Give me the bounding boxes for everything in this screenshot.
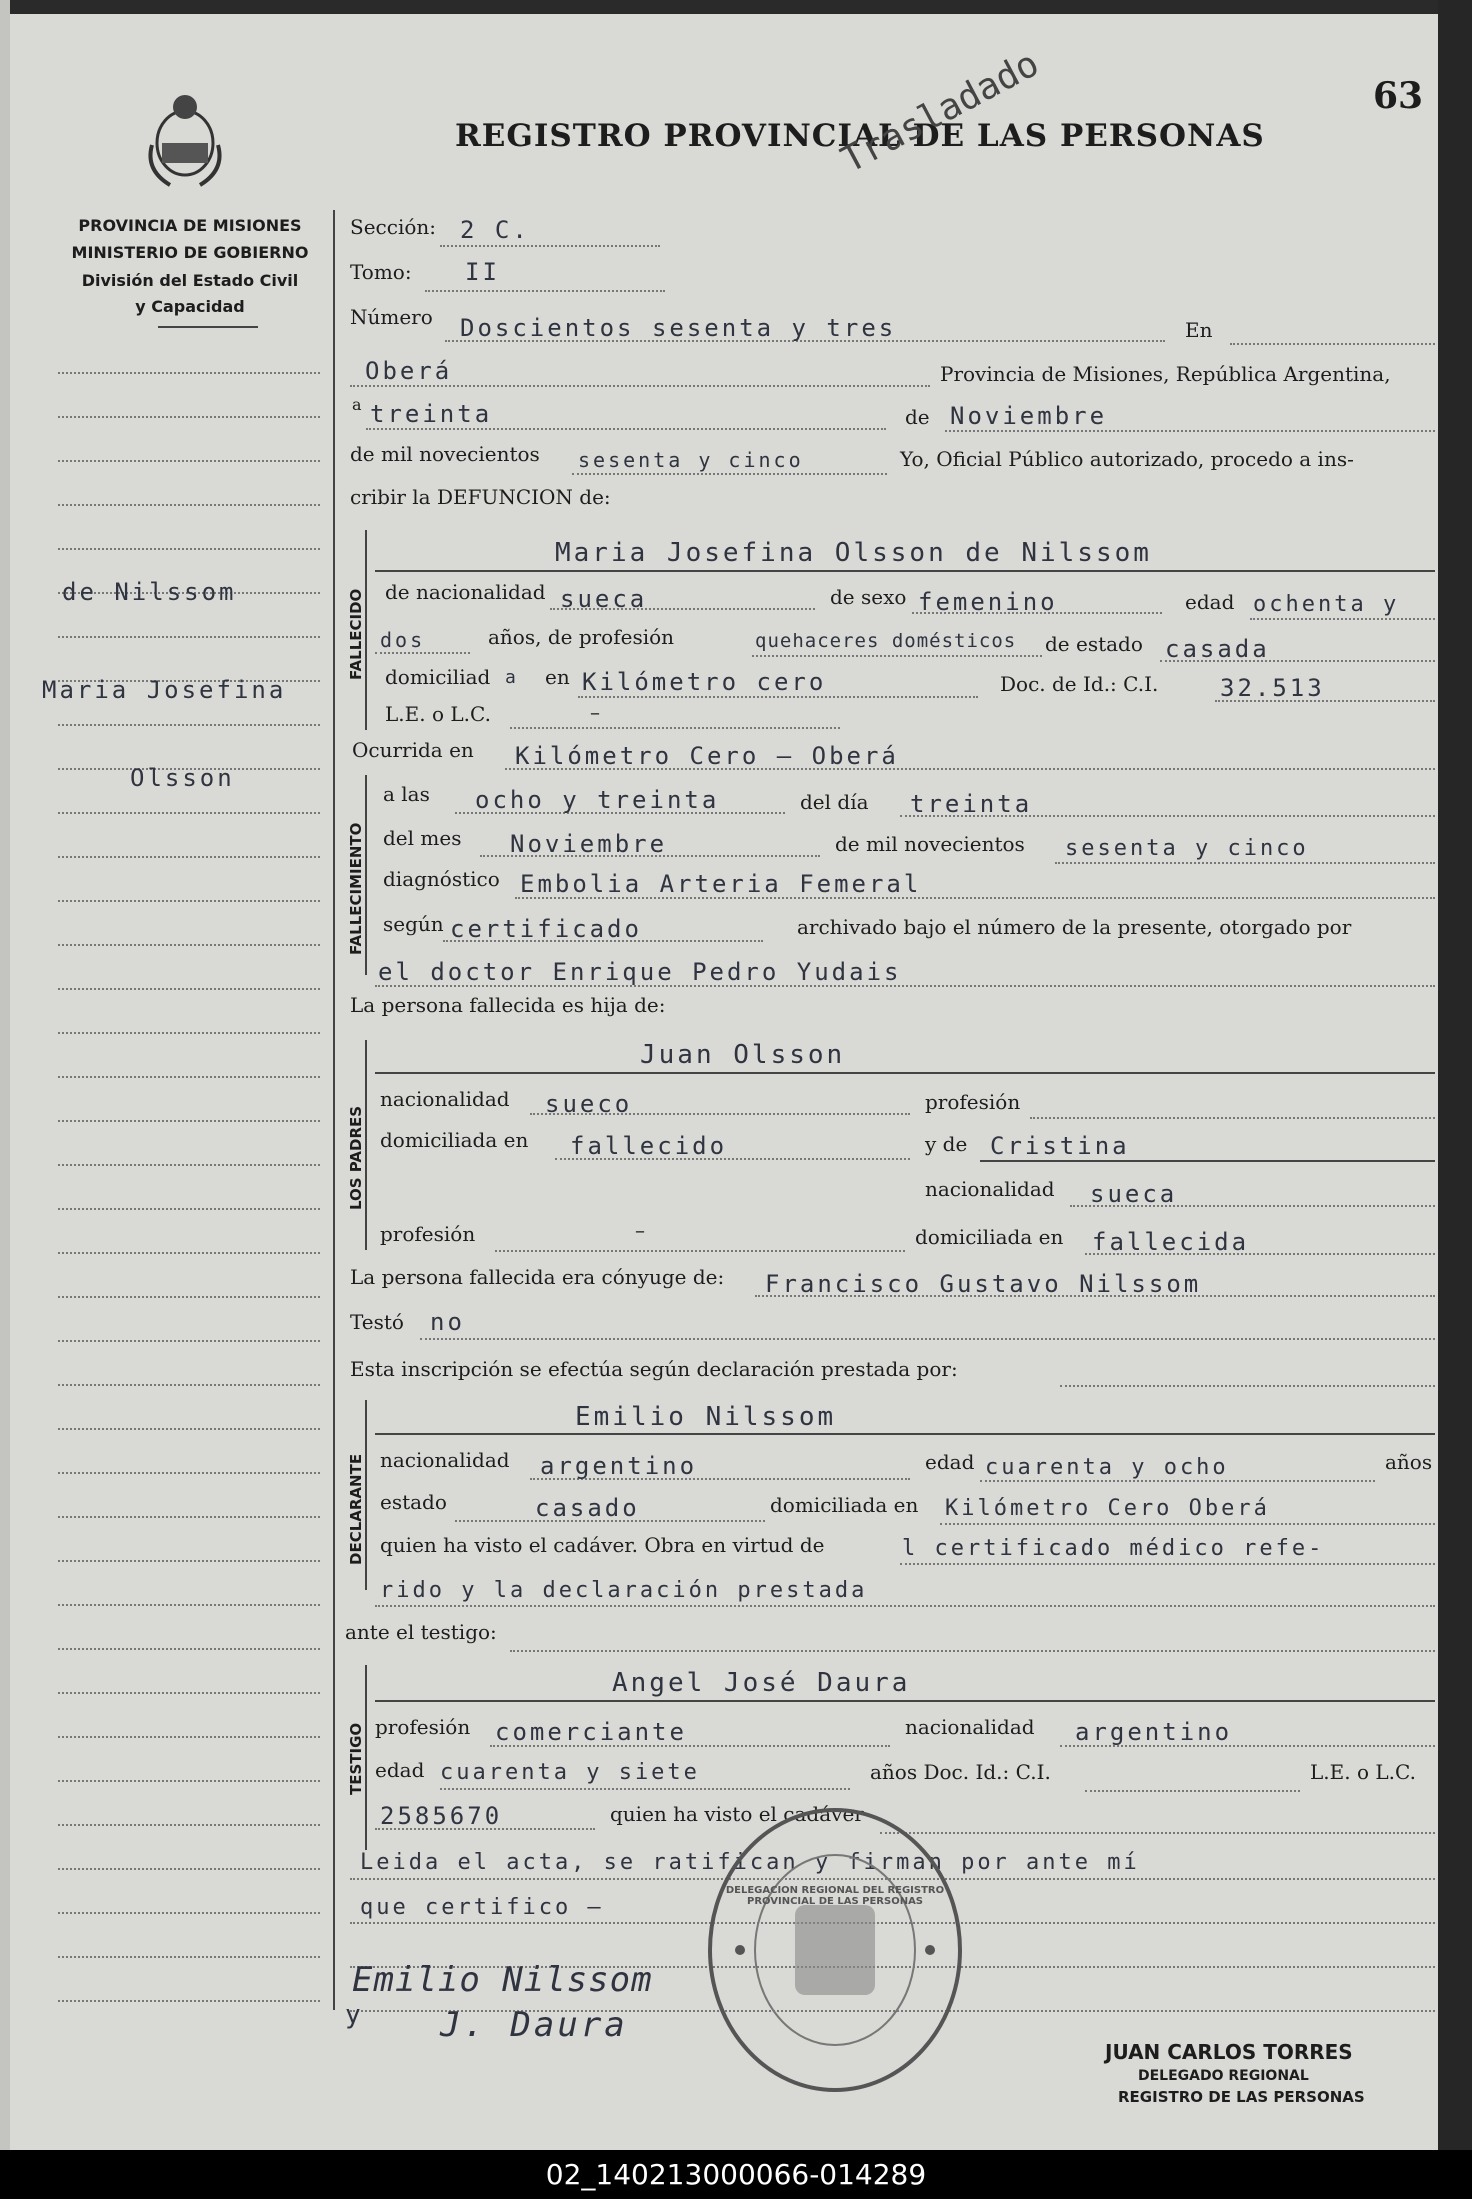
fallecido-domicilio-label: domiciliad xyxy=(385,665,491,689)
left-margin-rule xyxy=(58,1340,320,1342)
fallecido-sexo: femenino xyxy=(918,588,1058,616)
left-margin-rule xyxy=(58,372,320,374)
left-margin-rule xyxy=(58,724,320,726)
firma-declarante: Emilio Nilssom xyxy=(352,1960,653,2000)
en-rule xyxy=(1230,343,1435,345)
anio-fall-rule xyxy=(1055,862,1435,864)
declarante-nombre: Emilio Nilssom xyxy=(575,1402,837,1432)
inscribir-text: cribir la DEFUNCION de: xyxy=(350,485,611,509)
left-header-division: División del Estado Civil xyxy=(81,271,299,290)
fallecido-edad2-rule xyxy=(375,652,470,654)
numero-en: En xyxy=(1185,318,1213,342)
header-underline xyxy=(158,326,258,328)
scan-right-edge xyxy=(1438,0,1472,2150)
padre-nac: sueco xyxy=(545,1090,633,1118)
fallecido-profesion-label: años, de profesión xyxy=(488,625,675,649)
margin-note-line1: de Nilssom xyxy=(62,578,237,606)
declarante-estado: casado xyxy=(535,1494,640,1522)
testigo-doc: 2585670 xyxy=(380,1802,503,1830)
padre-nac-label: nacionalidad xyxy=(380,1087,510,1111)
fallecido-estado-label: de estado xyxy=(1045,632,1143,656)
fallecido-profesion: quehaceres domésticos xyxy=(755,630,1017,652)
lugar-rule xyxy=(350,385,930,387)
left-margin-rule xyxy=(58,1516,320,1518)
archivado-text: archivado bajo el número de la presente, otorgado por xyxy=(797,915,1352,939)
declaracion-rule xyxy=(1060,1385,1435,1387)
testigo-side-label: TESTIGO xyxy=(347,1722,365,1795)
declarante-side-label: DECLARANTE xyxy=(347,1453,365,1565)
hora-label: a las xyxy=(383,782,430,806)
seccion-rule xyxy=(440,245,660,247)
fecha-de: de xyxy=(905,405,930,429)
page-number: 63 xyxy=(1373,75,1424,117)
left-margin-rule xyxy=(58,548,320,550)
left-margin-rule xyxy=(58,2000,320,2002)
left-margin-rule xyxy=(58,1384,320,1386)
left-margin-rule xyxy=(58,1604,320,1606)
madre-nac-label: nacionalidad xyxy=(925,1177,1055,1201)
testigo-nac: argentino xyxy=(1075,1718,1233,1746)
fallecido-domicilio-a: a xyxy=(505,667,519,688)
padre-prof-rule xyxy=(1030,1117,1435,1119)
testigo-nac-label: nacionalidad xyxy=(905,1715,1035,1739)
left-margin-rule xyxy=(58,856,320,858)
testigo-visto: quien ha visto el cadáver xyxy=(610,1802,864,1826)
madre-prof-rule xyxy=(495,1250,905,1252)
official-name: JUAN CARLOS TORRES xyxy=(1105,2040,1353,2064)
diagonal-stamp: Trasladado xyxy=(835,43,1046,182)
left-margin-rule xyxy=(58,944,320,946)
diagnostico-value: Embolia Arteria Femeral xyxy=(520,870,922,898)
left-header-ministry: MINISTERIO DE GOBIERNO xyxy=(71,243,309,262)
fallecido-doc: 32.513 xyxy=(1220,674,1325,702)
fallecido-profesion-rule xyxy=(752,655,1042,657)
ocurrida-label: Ocurrida en xyxy=(352,738,474,762)
fallecido-edad: ochenta y xyxy=(1253,592,1400,617)
padre-rule xyxy=(375,1072,1435,1074)
anio-label: de mil novecientos xyxy=(350,442,540,466)
left-header-province: PROVINCIA DE MISIONES xyxy=(78,216,302,235)
madre-nac: sueca xyxy=(1090,1180,1178,1208)
declarante-estado-label: estado xyxy=(380,1490,447,1514)
official-office: REGISTRO DE LAS PERSONAS xyxy=(1118,2088,1365,2106)
anio-value: sesenta y cinco xyxy=(578,448,804,472)
left-margin-rule xyxy=(58,1164,320,1166)
madre-dom-label: domiciliada en xyxy=(915,1225,1064,1249)
seccion-label: Sección: xyxy=(350,215,436,239)
left-margin-rule xyxy=(58,1956,320,1958)
declarante-obra2-rule xyxy=(375,1605,1435,1607)
padre-dom-label: domiciliada en xyxy=(380,1128,529,1152)
left-margin-rule xyxy=(58,900,320,902)
madre-dom: fallecida xyxy=(1092,1228,1250,1256)
hora-value: ocho y treinta xyxy=(475,786,720,814)
official-role: DELEGADO REGIONAL xyxy=(1138,2068,1309,2084)
left-margin-rule xyxy=(58,1692,320,1694)
left-margin-rule xyxy=(58,460,320,462)
left-margin-rule xyxy=(58,1076,320,1078)
fallecido-nac-label: de nacionalidad xyxy=(385,580,546,604)
testo-value: no xyxy=(430,1308,465,1336)
firma-testigo: J. Daura xyxy=(440,2005,628,2045)
left-margin-rule xyxy=(58,812,320,814)
fallecido-doc-label: Doc. de Id.: C.I. xyxy=(1000,672,1159,696)
testigo-ci-rule xyxy=(1085,1790,1300,1792)
left-margin-rule xyxy=(58,1648,320,1650)
madre-rule xyxy=(980,1160,1435,1162)
left-header-capacity: y Capacidad xyxy=(135,297,245,316)
left-margin-rule xyxy=(58,1120,320,1122)
testigo-edad: cuarenta y siete xyxy=(440,1760,700,1785)
declarante-nac-label: nacionalidad xyxy=(380,1448,510,1472)
seccion-value: 2 C. xyxy=(460,216,530,244)
seal-text: DELEGACION REGIONAL DEL REGISTRO PROVINCIAL DE LAS PERSONAS xyxy=(725,1885,945,1907)
madre-yde: y de xyxy=(925,1132,968,1156)
madre-prof-label: profesión xyxy=(380,1222,476,1246)
padres-side-label: LOS PADRES xyxy=(347,1105,365,1210)
dia-label: del día xyxy=(800,790,869,814)
segun-label: según xyxy=(383,912,444,936)
left-margin-rule xyxy=(58,1780,320,1782)
declarante-bracket xyxy=(365,1400,367,1590)
declarante-anios: años xyxy=(1385,1450,1433,1474)
declarante-dom: Kilómetro Cero Oberá xyxy=(945,1496,1270,1521)
fallecido-bracket xyxy=(365,530,367,730)
tomo-rule xyxy=(425,290,665,292)
declarante-visto: quien ha visto el cadáver. Obra en virtud de xyxy=(380,1533,825,1557)
leida-line1: Leida el acta, se ratifican y firman por ante mí xyxy=(360,1850,1140,1875)
declarante-edad-rule xyxy=(980,1480,1375,1482)
testigo-edad-label: edad xyxy=(375,1758,425,1782)
left-margin-rule xyxy=(58,1428,320,1430)
lugar-suffix: Provincia de Misiones, República Argentina, xyxy=(940,362,1391,386)
declarante-nac: argentino xyxy=(540,1452,698,1480)
fecha-dia-rule xyxy=(366,428,886,430)
left-margin-rule xyxy=(58,1560,320,1562)
left-margin-rule xyxy=(58,636,320,638)
official-seal-icon xyxy=(700,1800,970,2100)
firma-y: y xyxy=(345,2000,364,2030)
testo-label: Testó xyxy=(350,1310,404,1334)
padre-dom: fallecido xyxy=(570,1132,728,1160)
scan-footer-id: 02_140213000066-014289 xyxy=(0,2150,1472,2199)
anio-rule xyxy=(572,473,887,475)
fecha-mes-rule xyxy=(945,430,1435,432)
tomo-label: Tomo: xyxy=(350,260,412,284)
fallecido-le-rule xyxy=(510,727,840,729)
conyuge-label: La persona fallecida era cónyuge de: xyxy=(350,1265,725,1289)
fecha-dia: treinta xyxy=(370,400,493,428)
fallecido-le: – xyxy=(590,700,600,724)
left-margin-rule xyxy=(58,1912,320,1914)
left-margin-rule xyxy=(58,1032,320,1034)
page-title: REGISTRO PROVINCIAL DE LAS PERSONAS xyxy=(455,118,1265,154)
declarante-obra1-rule xyxy=(900,1563,1435,1565)
fallecimiento-bracket xyxy=(365,775,367,975)
declarante-obra1: l certificado médico refe- xyxy=(902,1536,1325,1561)
dia-value: treinta xyxy=(910,790,1033,818)
padres-bracket xyxy=(365,1040,367,1250)
fallecido-estado: casada xyxy=(1165,635,1270,663)
tomo-value: II xyxy=(465,258,500,286)
fallecido-edad-rule xyxy=(1250,618,1435,620)
fecha-mes: Noviembre xyxy=(950,402,1108,430)
mes-label: del mes xyxy=(383,826,462,850)
left-margin-rule xyxy=(58,504,320,506)
testigo-nombre: Angel José Daura xyxy=(612,1668,911,1698)
lugar-value: Oberá xyxy=(365,357,453,385)
declarante-dom-rule xyxy=(940,1523,1435,1525)
scan-left-edge xyxy=(0,0,10,2150)
fallecido-edad-label: edad xyxy=(1185,590,1235,614)
scan-top-border xyxy=(0,0,1472,14)
conyuge-value: Francisco Gustavo Nilssom xyxy=(765,1270,1202,1298)
margin-note-line3: Olsson xyxy=(130,764,235,792)
declaracion-text: Esta inscripción se efectúa según declaración prestada por: xyxy=(350,1357,958,1381)
fallecido-name-rule xyxy=(375,570,1435,572)
left-margin-rule xyxy=(58,1868,320,1870)
fallecimiento-side-label: FALLECIMIENTO xyxy=(347,822,365,955)
left-margin-rule xyxy=(58,1208,320,1210)
fallecido-domicilio-rule xyxy=(578,696,978,698)
ante-testigo-rule xyxy=(510,1650,1435,1652)
fallecido-domicilio: Kilómetro cero xyxy=(582,668,827,696)
fallecido-nacionalidad: sueca xyxy=(560,585,648,613)
testigo-le-label: L.E. o L.C. xyxy=(1310,1760,1416,1784)
hija-de-text: La persona fallecida es hija de: xyxy=(350,993,666,1017)
fallecido-edad2: dos xyxy=(380,628,426,652)
left-margin-rule xyxy=(58,416,320,418)
fallecido-side-label: FALLECIDO xyxy=(347,588,365,680)
anio-fall-label: de mil novecientos xyxy=(835,832,1025,856)
declarante-edad-label: edad xyxy=(925,1450,975,1474)
testo-rule xyxy=(420,1338,1435,1340)
testigo-name-rule xyxy=(375,1700,1435,1702)
ante-testigo: ante el testigo: xyxy=(345,1620,497,1644)
declarante-name-rule xyxy=(375,1433,1435,1435)
declarante-dom-label: domiciliada en xyxy=(770,1493,919,1517)
mes-value: Noviembre xyxy=(510,830,668,858)
left-margin-rule xyxy=(58,1252,320,1254)
fallecido-le-label: L.E. o L.C. xyxy=(385,702,491,726)
left-margin-rule xyxy=(58,1472,320,1474)
left-margin-rule xyxy=(58,1296,320,1298)
padre-prof-label: profesión xyxy=(925,1090,1021,1114)
testigo-prof: comerciante xyxy=(495,1718,687,1746)
diagnostico-label: diagnóstico xyxy=(383,867,500,891)
coat-of-arms-icon xyxy=(140,85,230,190)
numero-label: Número xyxy=(350,305,433,329)
madre-nombre: Cristina xyxy=(990,1132,1130,1160)
fallecido-nombre: Maria Josefina Olsson de Nilssom xyxy=(555,538,1152,568)
fallecido-sexo-label: de sexo xyxy=(830,585,907,609)
left-margin-rule xyxy=(58,1824,320,1826)
anio-suffix: Yo, Oficial Público autorizado, procedo a ins- xyxy=(900,447,1354,471)
margin-divider xyxy=(333,210,335,2010)
ocurrida-value: Kilómetro Cero – Oberá xyxy=(515,742,899,770)
declarante-edad: cuarenta y ocho xyxy=(985,1455,1229,1480)
madre-prof: – xyxy=(635,1218,645,1242)
testigo-bracket xyxy=(365,1665,367,1850)
testigo-prof-label: profesión xyxy=(375,1715,471,1739)
numero-value: Doscientos sesenta y tres xyxy=(460,314,897,342)
left-margin-rule xyxy=(58,988,320,990)
fallecido-en-label: en xyxy=(545,665,570,689)
testigo-anios-doc: años Doc. Id.: C.I. xyxy=(870,1760,1051,1784)
leida-line2: que certifico – xyxy=(360,1895,604,1920)
margin-note-line2: Maria Josefina xyxy=(42,676,287,704)
declarante-obra2: rido y la declaración prestada xyxy=(380,1578,868,1603)
left-margin-rule xyxy=(58,1736,320,1738)
fecha-a: a xyxy=(352,395,362,414)
segun-value: certificado xyxy=(450,915,642,943)
testigo-edad-rule xyxy=(440,1788,850,1790)
anio-fall-value: sesenta y cinco xyxy=(1065,836,1309,861)
medico-value: el doctor Enrique Pedro Yudais xyxy=(378,958,902,986)
padre-nombre: Juan Olsson xyxy=(640,1040,846,1070)
